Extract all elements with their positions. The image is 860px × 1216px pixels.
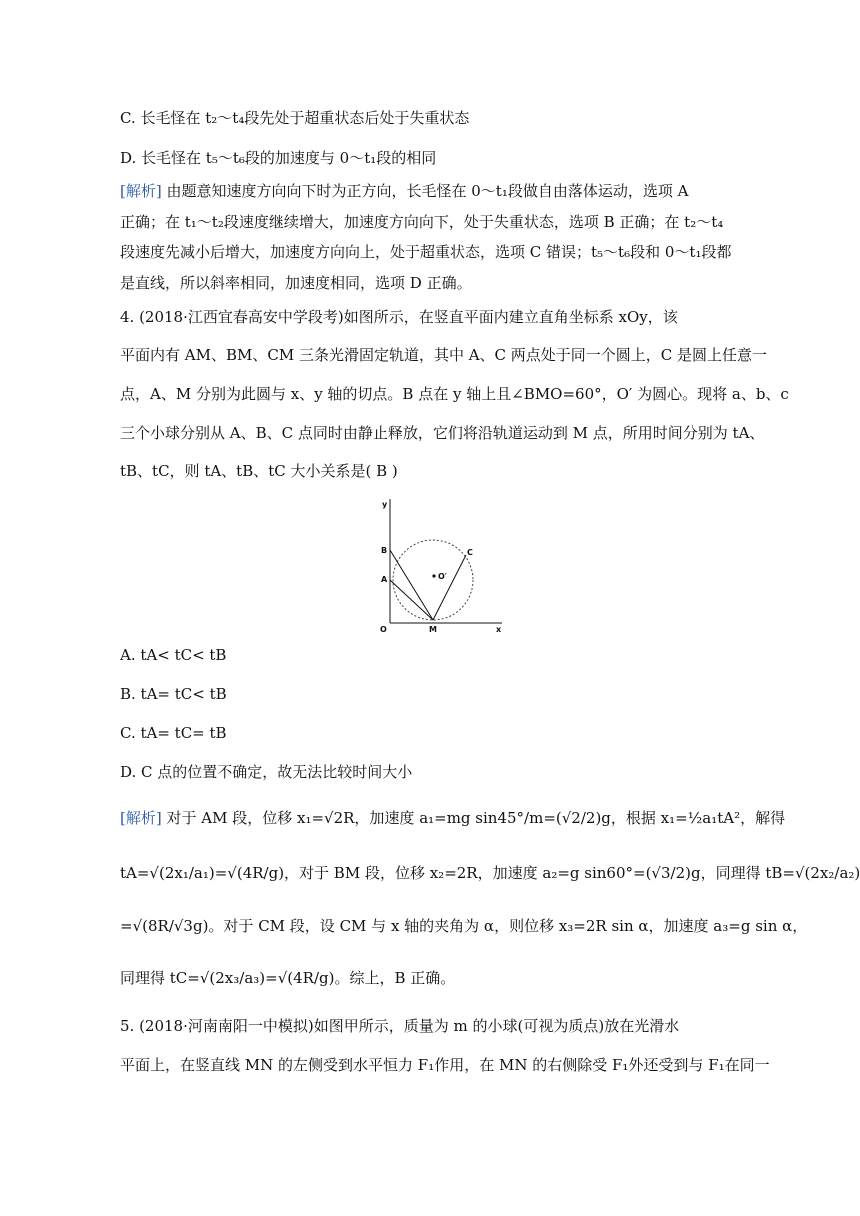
m-label: M	[429, 625, 437, 633]
c-label: C	[467, 548, 473, 557]
a-label: A	[381, 575, 388, 584]
analysis-line-2: 正确；在 t₁～t₂段速度继续增大，加速度方向向下，处于失重状态，选项 B 正确；在 t₂～t₄	[120, 213, 724, 231]
question-4-line-1: 4. (2018·江西宜春高安中学段考)如图所示，在竖直平面内建立直角坐标系 xOy，该	[120, 308, 678, 326]
y-label: y	[382, 500, 388, 509]
analysis-tag: [解析]	[120, 182, 162, 200]
option-a: A. tA< tC< tB	[120, 646, 227, 664]
question-4-line-3: 点，A、M 分别为此圆与 x、y 轴的切点。B 点在 y 轴上且∠BMO=60°，O′ 为圆心。现将 a、b、c	[120, 385, 789, 403]
center-dot	[432, 574, 435, 577]
track-bm	[390, 550, 433, 620]
option-b: B. tA= tC< tB	[120, 685, 227, 703]
analysis-line-1	[120, 181, 740, 201]
x-label: x	[496, 625, 502, 633]
o-label: O	[380, 625, 387, 633]
option-d-line: D. 长毛怪在 t₅～t₆段的加速度与 0～t₁段的相同	[120, 149, 437, 167]
center-label: O′	[438, 572, 447, 581]
analysis-line-3: 段速度先减小后增大，加速度方向向上，处于超重状态，选项 C 错误；t₅～t₆段和 0～t₁段都	[120, 243, 732, 261]
question-4-line-5: tB、tC，则 tA、tB、tC 大小关系是( B )	[120, 462, 398, 480]
b-label: B	[381, 546, 388, 555]
solution-tag: [解析]	[120, 809, 162, 827]
analysis-text: 由题意知速度方向向下时为正方向，长毛怪在 0～t₁段做自由落体运动，选项 A	[161, 182, 689, 200]
solution-line-4: 同理得 tC=√(2x₃/a₃)=√(4R/g)。综上，B 正确。	[120, 969, 456, 987]
analysis-line-4: 是直线，所以斜率相同，加速度相同，选项 D 正确。	[120, 274, 472, 292]
solution-text: 对于 AM 段，位移 x₁=√2R，加速度 a₁=mg sin45°/m=(√2/2)g，根据 x₁=½a₁tA²，解得	[161, 809, 786, 827]
track-cm	[433, 555, 466, 620]
circle	[393, 540, 473, 620]
option-c-line: C. 长毛怪在 t₂～t₄段先处于超重状态后处于失重状态	[120, 109, 470, 127]
question-5-line-1: 5. (2018·河南南阳一中模拟)如图甲所示，质量为 m 的小球(可视为质点)放在光滑水	[120, 1017, 680, 1035]
solution-line-1	[120, 808, 786, 828]
solution-line-2: tA=√(2x₁/a₁)=√(4R/g)，对于 BM 段，位移 x₂=2R，加速度 a₂=g sin60°=(√3/2)g，同理得 tB=√(2x₂/a₂)	[120, 864, 860, 882]
option-d: D. C 点的位置不确定，故无法比较时间大小	[120, 763, 413, 781]
coordinate-figure	[370, 493, 510, 633]
question-5-line-2: 平面上，在竖直线 MN 的左侧受到水平恒力 F₁作用，在 MN 的右侧除受 F₁外还受到与 F₁在同一	[120, 1056, 770, 1074]
option-c: C. tA= tC= tB	[120, 724, 227, 742]
solution-line-3: =√(8R/√3g)。对于 CM 段，设 CM 与 x 轴的夹角为 α，则位移 x₃=2R sin α，加速度 a₃=g sin α，	[120, 917, 808, 935]
question-4-line-4: 三个小球分别从 A、B、C 点同时由静止释放，它们将沿轨道运动到 M 点，所用时间分别为 tA、	[120, 424, 765, 442]
question-4-line-2: 平面内有 AM、BM、CM 三条光滑固定轨道，其中 A、C 两点处于同一个圆上，C 是圆上任意一	[120, 346, 768, 364]
